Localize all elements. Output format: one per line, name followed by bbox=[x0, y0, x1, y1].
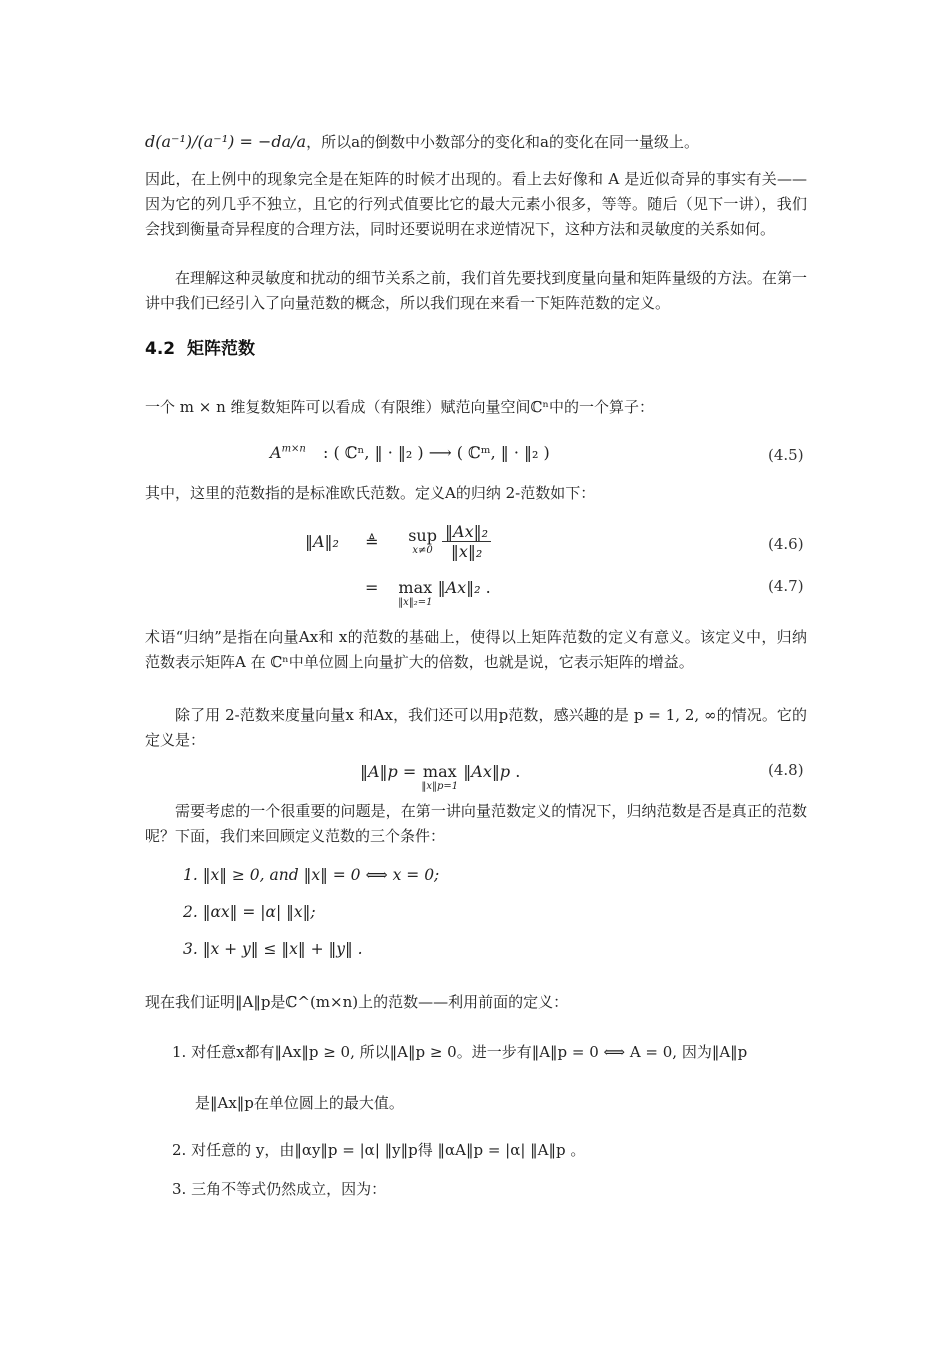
paragraph-proof-intro: 现在我们证明‖A‖p是ℂ^(m×n)上的范数——利用前面的定义： bbox=[145, 993, 569, 1011]
eq48-max-condition: ‖x‖p=1 bbox=[421, 781, 459, 792]
eq47-equals: = bbox=[365, 578, 379, 597]
paragraph-p-norm: 除了用 2-范数来度量向量x 和Ax，我们还可以用p范数，感兴趣的是 p = 1, 2, ∞的情况。它的定义是： bbox=[145, 706, 807, 749]
paragraph-operator: 一个 m × n 维复数矩阵可以看成（有限维）赋范向量空间ℂⁿ中的一个算子： bbox=[145, 398, 654, 416]
condition-1: 1. ‖x‖ ≥ 0, and ‖x‖ = 0 ⟺ x = 0; bbox=[183, 866, 440, 884]
intro-line bbox=[145, 129, 807, 155]
eq46-sup-op: sup bbox=[408, 526, 437, 545]
eq45-sup: m×n bbox=[281, 443, 306, 455]
eq47-body: ‖Ax‖₂ bbox=[437, 578, 481, 597]
eq46-sup-condition: x≠0 bbox=[412, 545, 433, 556]
equation-number-4-8: (4.8) bbox=[768, 761, 804, 779]
equation-4-7: = max ‖x‖₂=1 ‖Ax‖₂ . bbox=[365, 578, 491, 608]
eq46-sup bbox=[408, 526, 437, 557]
proof-item-1-continued: 是‖Ax‖p在单位圆上的最大值。 bbox=[195, 1094, 404, 1112]
proof-item-2: 2. 对任意的 y，由‖αy‖p = |α| ‖y‖p得 ‖αA‖p = |α| ‖A‖p 。 bbox=[172, 1141, 586, 1159]
equation-4-8: ‖A‖p = max ‖x‖p=1 ‖Ax‖p . bbox=[360, 762, 521, 792]
eq46-lhs: ‖A‖₂ bbox=[305, 532, 339, 551]
eq48-body: ‖Ax‖p bbox=[463, 762, 511, 781]
paragraph-singularity: 因此，在上例中的现象完全是在矩阵的时候才出现的。看上去好像和 A 是近似奇异的事实有关——因为它的列几乎不独立，且它的行列式值要比它的最大元素小很多，等等。随后（见下一讲），我们会找到衡量奇异程度的合理方法，同时还要说明在求逆情况下，这种方法和灵敏度的关系如何。 bbox=[145, 170, 807, 238]
equation-4-5 bbox=[270, 443, 550, 462]
equation-number-4-5: (4.5) bbox=[768, 446, 804, 464]
eq45-lhs: A bbox=[270, 443, 282, 462]
eq48-lhs: ‖A‖p = bbox=[360, 762, 417, 781]
eq47-max-condition: ‖x‖₂=1 bbox=[398, 597, 433, 608]
paragraph-norm-question: 需要考虑的一个很重要的问题是，在第一讲向量范数定义的情况下，归纳范数是否是真正的范数呢？下面，我们来回顾定义范数的三个条件： bbox=[145, 802, 807, 845]
derivative-formula: d(a⁻¹)/(a⁻¹) = −da/a bbox=[145, 132, 307, 151]
eq45-rhs: : ( ℂⁿ, ‖ · ‖₂ ) ⟶ ( ℂᵐ, ‖ · ‖₂ ) bbox=[322, 443, 550, 462]
intro-line-text: ，所以a的倒数中小数部分的变化和a的变化在同一量级上。 bbox=[306, 133, 699, 151]
eq46-fraction bbox=[442, 522, 491, 561]
eq48-max-op: max bbox=[422, 762, 457, 781]
eq48-max bbox=[421, 762, 458, 793]
proof-item-1: 1. 对任意x都有‖Ax‖p ≥ 0, 所以‖A‖p ≥ 0。进一步有‖A‖p = 0 ⟺ A = 0, 因为‖A‖p bbox=[172, 1043, 748, 1061]
eq47-max bbox=[398, 578, 432, 609]
equation-number-4-6: (4.6) bbox=[768, 535, 804, 553]
proof-item-3: 3. 三角不等式仍然成立，因为： bbox=[172, 1180, 387, 1198]
eq46-numerator: ‖Ax‖₂ bbox=[442, 522, 491, 542]
section-title: 矩阵范数 bbox=[187, 339, 256, 359]
section-number: 4.2 bbox=[145, 339, 176, 359]
equation-4-6 bbox=[305, 522, 491, 561]
paragraph-measure: 在理解这种灵敏度和扰动的细节关系之前，我们首先要找到度量向量和矩阵量级的方法。在第一讲中我们已经引入了向量范数的概念，所以我们现在来看一下矩阵范数的定义。 bbox=[145, 269, 807, 312]
condition-2: 2. ‖αx‖ = |α| ‖x‖; bbox=[183, 903, 316, 921]
section-heading bbox=[145, 334, 255, 359]
eq47-max-op: max bbox=[398, 578, 433, 597]
eq46-denominator: ‖x‖₂ bbox=[450, 542, 483, 561]
condition-3: 3. ‖x + y‖ ≤ ‖x‖ + ‖y‖ . bbox=[183, 940, 363, 958]
equation-number-4-7: (4.7) bbox=[768, 577, 804, 595]
paragraph-induced-norm: 其中，这里的范数指的是标准欧氏范数。定义A的归纳 2-范数如下： bbox=[145, 484, 596, 502]
paragraph-induced-meaning: 术语“归纳”是指在向量Ax和 x的范数的基础上，使得以上矩阵范数的定义有意义。该定义中，归纳范数表示矩阵A 在 ℂⁿ中单位圆上向量扩大的倍数，也就是说，它表示矩阵的增益。 bbox=[145, 628, 807, 671]
eq46-defined-as: ≜ bbox=[365, 532, 379, 551]
